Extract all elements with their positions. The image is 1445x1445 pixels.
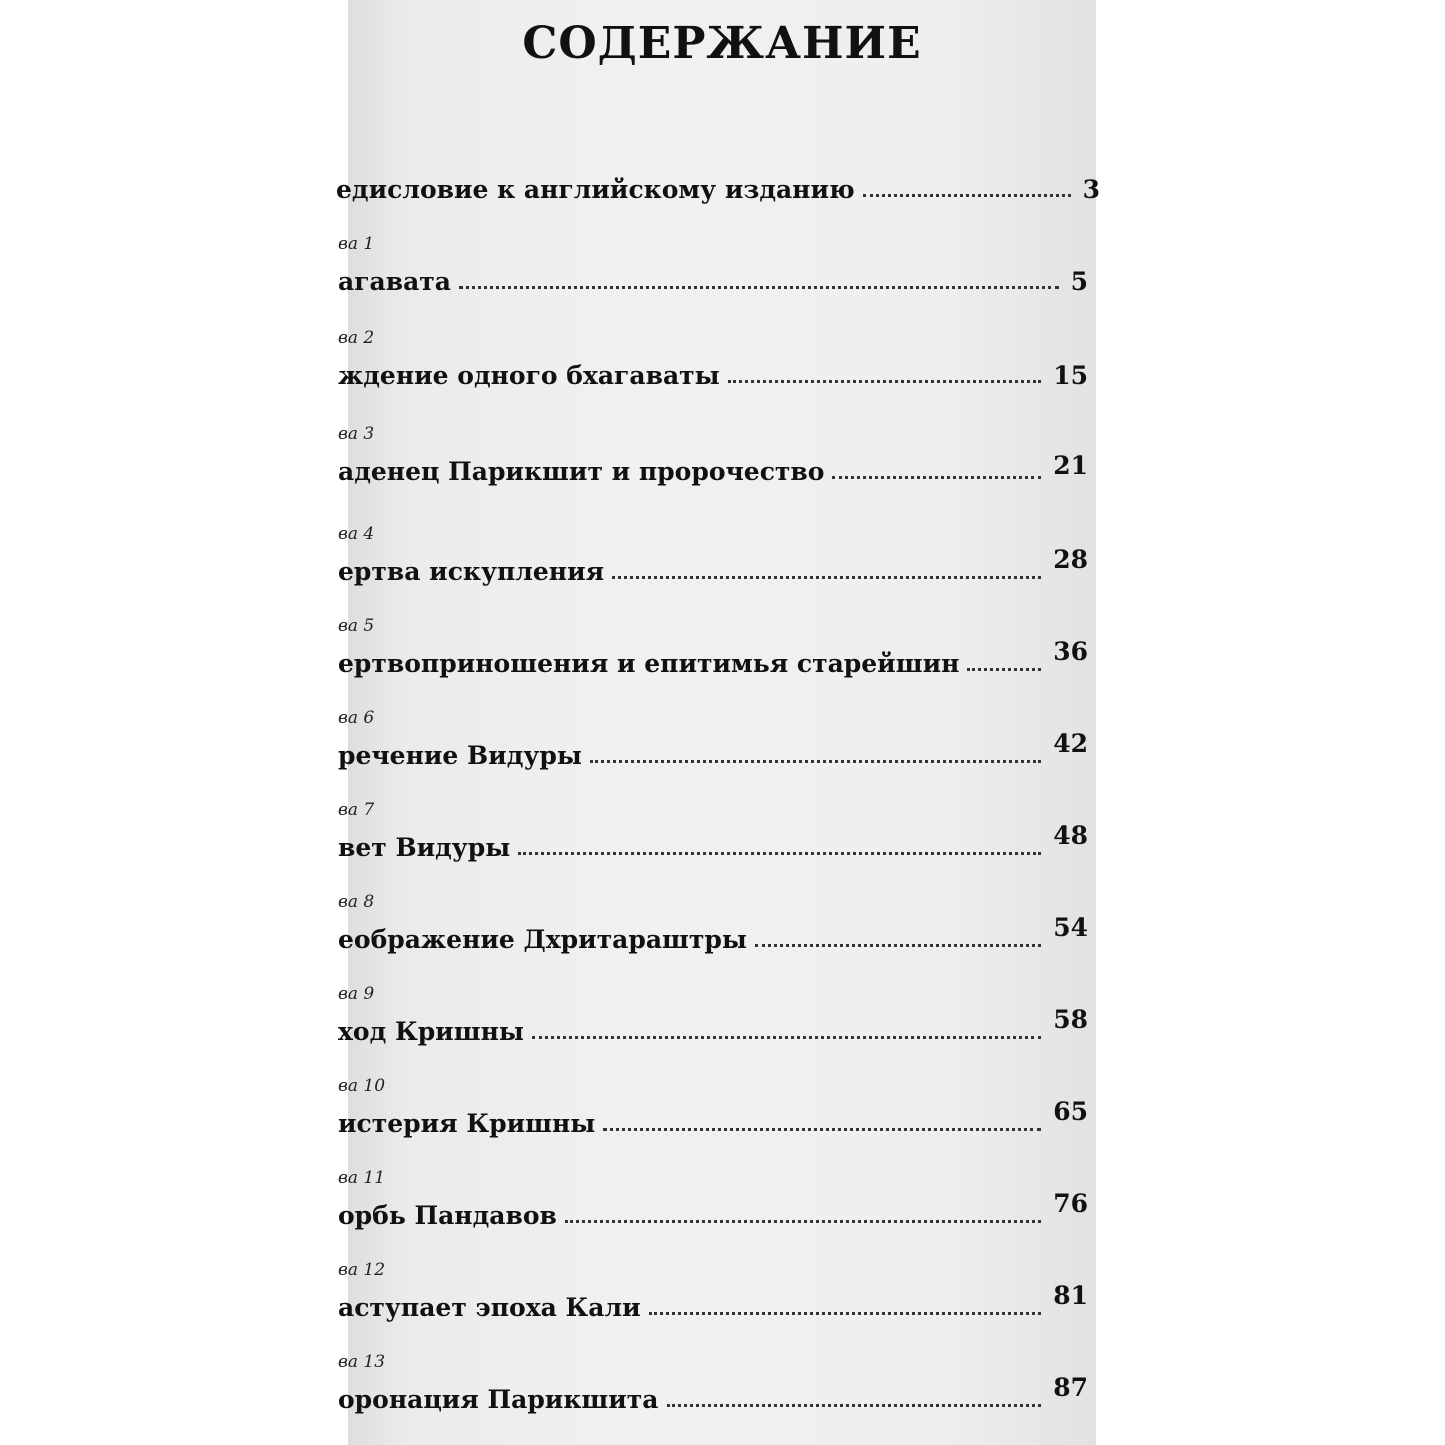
toc-entry-title: орбь Пандавов <box>338 1201 557 1230</box>
toc-page-number: 58 <box>1053 1005 1088 1034</box>
dot-leader <box>667 1404 1042 1407</box>
toc-entry-title: истерия Кришны <box>338 1109 596 1138</box>
chapter-label: ва 2 <box>338 328 375 348</box>
toc-entry-title: ждение одного бхагаваты <box>338 361 720 390</box>
toc-entry-chapter-7 <box>338 800 1088 862</box>
dot-leader <box>728 380 1042 383</box>
chapter-label: ва 13 <box>338 1352 386 1372</box>
chapter-label: ва 7 <box>338 800 375 820</box>
dot-leader <box>518 852 1041 855</box>
toc-entry-chapter-11 <box>338 1168 1088 1230</box>
toc-page-number: 54 <box>1053 913 1088 942</box>
toc-entry-title: аденец Парикшит и пророчество <box>338 457 825 486</box>
toc-entry-chapter-1 <box>338 234 1088 296</box>
dot-leader <box>459 286 1059 289</box>
toc-entry-title: речение Видуры <box>338 741 582 770</box>
toc-page-number: 48 <box>1053 821 1088 850</box>
dot-leader <box>649 1312 1042 1315</box>
toc-page-number: 28 <box>1053 545 1088 574</box>
chapter-label: ва 11 <box>338 1168 386 1188</box>
chapter-label: ва 4 <box>338 524 375 544</box>
toc-page-number: 15 <box>1053 361 1088 390</box>
chapter-label: ва 3 <box>338 424 375 444</box>
chapter-label: ва 8 <box>338 892 375 912</box>
toc-page-number: 3 <box>1082 175 1100 204</box>
toc-entry-preface <box>336 164 1100 204</box>
toc-page-number: 5 <box>1070 267 1088 296</box>
dot-leader <box>603 1128 1041 1131</box>
toc-page-number: 36 <box>1053 637 1088 666</box>
toc-entry-title: еображение Дхритараштры <box>338 925 747 954</box>
toc-entry-chapter-2 <box>338 328 1088 390</box>
toc-entry-title: вет Видуры <box>338 833 511 862</box>
toc-entry-title: ход Кришны <box>338 1017 524 1046</box>
toc-page-number: 76 <box>1053 1189 1088 1218</box>
toc-entry-chapter-13 <box>338 1352 1088 1414</box>
toc-entry-title: ертвоприношения и епитимья старейшин <box>338 649 960 678</box>
toc-entry-title: аступает эпоха Кали <box>338 1293 641 1322</box>
chapter-label: ва 10 <box>338 1076 386 1096</box>
toc-page-number: 21 <box>1053 451 1088 480</box>
dot-leader <box>967 668 1041 671</box>
chapter-label: ва 9 <box>338 984 375 1004</box>
chapter-label: ва 12 <box>338 1260 386 1280</box>
toc-entry-chapter-3 <box>338 424 1088 486</box>
dot-leader <box>612 576 1041 579</box>
toc-page-number: 87 <box>1053 1373 1088 1402</box>
toc-entry-chapter-12 <box>338 1260 1088 1322</box>
dot-leader <box>832 476 1041 479</box>
toc-page-number: 42 <box>1053 729 1088 758</box>
chapter-label: ва 6 <box>338 708 375 728</box>
toc-entry-chapter-4 <box>338 524 1088 586</box>
toc-entry-chapter-6 <box>338 708 1088 770</box>
dot-leader <box>565 1220 1041 1223</box>
dot-leader <box>590 760 1041 763</box>
page-title: СОДЕРЖАНИЕ <box>522 18 922 69</box>
toc-entry-title: едисловие к английскому изданию <box>336 175 855 204</box>
toc-entry-title: агавата <box>338 267 451 296</box>
toc-page-number: 81 <box>1053 1281 1088 1310</box>
chapter-label: ва 1 <box>338 234 375 254</box>
dot-leader <box>755 944 1041 947</box>
dot-leader <box>532 1036 1041 1039</box>
toc-entry-chapter-5 <box>338 616 1088 678</box>
dot-leader <box>863 194 1071 197</box>
book-page <box>336 0 1100 1445</box>
toc-entry-chapter-9 <box>338 984 1088 1046</box>
toc-entry-chapter-8 <box>338 892 1088 954</box>
toc-entry-title: ертва искупления <box>338 557 605 586</box>
chapter-label: ва 5 <box>338 616 375 636</box>
toc-entry-title: оронация Парикшита <box>338 1385 659 1414</box>
toc-page-number: 65 <box>1053 1097 1088 1126</box>
toc-entry-chapter-10 <box>338 1076 1088 1138</box>
